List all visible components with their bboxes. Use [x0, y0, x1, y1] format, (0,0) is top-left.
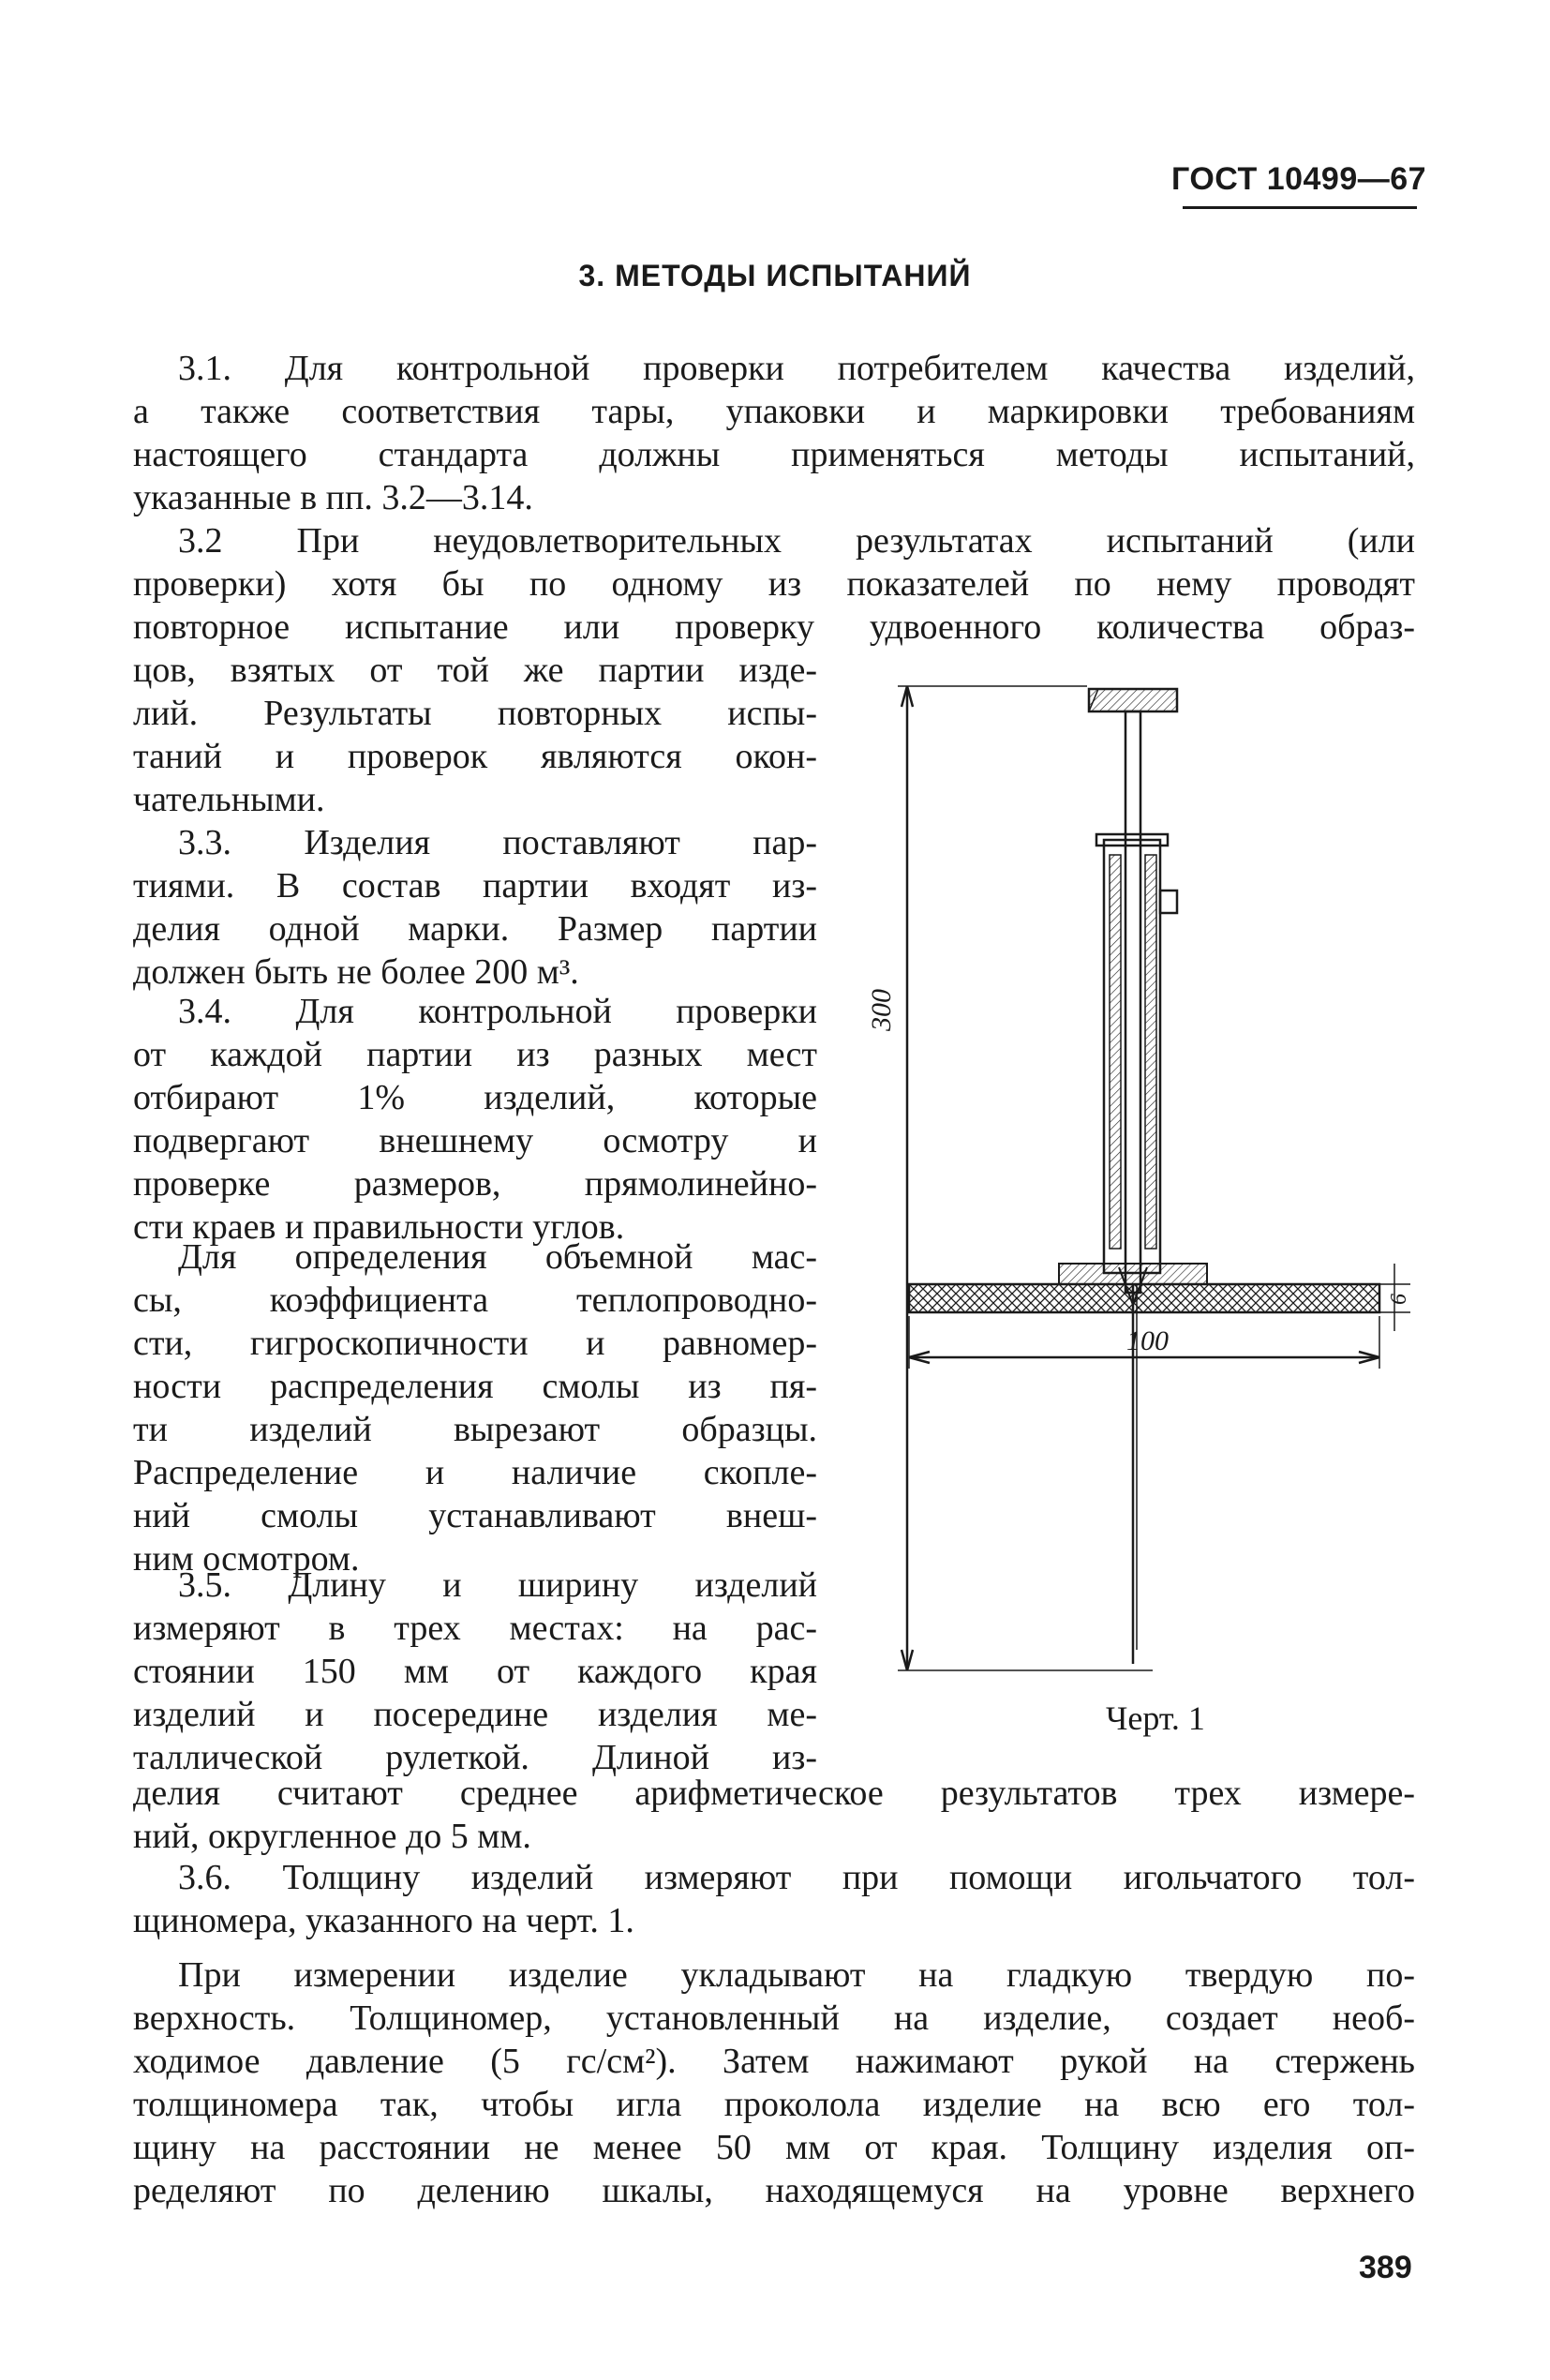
- text-line: При измерении изделие укладывают на гладкую твердую по-: [178, 1955, 1415, 1995]
- document-code: ГОСТ 10499—67: [1171, 161, 1427, 197]
- text-line: сы, коэффициента теплопроводно-: [133, 1280, 817, 1320]
- text-line: таллической рулеткой. Длиной из-: [133, 1738, 817, 1777]
- paragraph-3-5: [133, 1564, 817, 1779]
- dim-height-label: 300: [866, 989, 897, 1031]
- text-line: изделий и посередине изделия ме-: [133, 1695, 817, 1734]
- text-line: настоящего стандарта должны применяться методы испытаний,: [133, 435, 1415, 474]
- paragraph-3-2: [133, 519, 1415, 649]
- text-line: ний, округленное до 5 мм.: [133, 1817, 531, 1856]
- product-board: [909, 1284, 1379, 1312]
- text-line: Распределение и наличие скопле-: [133, 1453, 817, 1492]
- text-line: цов, взятых от той же партии изде-: [133, 651, 817, 690]
- text-line: делия одной марки. Размер партии: [133, 909, 817, 949]
- needle-gauge-drawing: [866, 675, 1424, 1687]
- text-line: проверке размеров, прямолинейно-: [133, 1164, 817, 1204]
- text-line: толщиномера так, чтобы игла проколола изделие на всю его тол-: [133, 2085, 1415, 2124]
- text-line: подвергают внешнему осмотру и: [133, 1121, 817, 1160]
- scale-screw: [1160, 891, 1177, 913]
- paragraph-3-4-b: [133, 1235, 817, 1580]
- dim-thickness-label: 6: [1387, 1294, 1411, 1305]
- paragraph-3-2-continued: [133, 649, 817, 821]
- text-line: измеряют в трех местах: на рас-: [133, 1609, 817, 1648]
- text-line: от каждой партии из разных мест: [133, 1035, 817, 1074]
- text-line: должен быть не более 200 м³.: [133, 952, 579, 992]
- page-number: 389: [1359, 2250, 1412, 2285]
- text-line: ний смолы устанавливают внеш-: [133, 1496, 817, 1535]
- text-line: 3.6. Толщину изделий измеряют при помощи игольчатого тол-: [178, 1858, 1415, 1897]
- text-line: верхность. Толщиномер, установленный на изделие, создает необ-: [133, 1998, 1415, 2038]
- header-rule: [1183, 206, 1417, 209]
- dim-width-label: 100: [1126, 1325, 1169, 1356]
- text-line: ности распределения смолы из пя-: [133, 1367, 817, 1406]
- paragraph-3-3: [133, 821, 817, 994]
- text-line: Для определения объемной мас-: [178, 1237, 817, 1277]
- text-line: 3.1. Для контрольной проверки потребителем качества изделий,: [178, 349, 1415, 388]
- text-line: чательными.: [133, 780, 325, 819]
- text-line: а также соответствия тары, упаковки и маркировки требованиям: [133, 392, 1415, 431]
- section-title: 3. МЕТОДЫ ИСПЫТАНИЙ: [578, 259, 972, 292]
- paragraph-3-5-continued: [133, 1772, 1415, 1858]
- text-line: ределяют по делению шкалы, находящемуся на уровне верхнего: [133, 2171, 1415, 2210]
- text-line: щиномера, указанного на черт. 1.: [133, 1901, 634, 1940]
- text-line: таний и проверок являются окон-: [133, 737, 817, 776]
- text-line: делия считают среднее арифметическое результатов трех измере-: [133, 1774, 1415, 1813]
- text-line: повторное испытание или проверку удвоенного количества образ-: [133, 607, 1415, 647]
- paragraph-3-4: [133, 990, 817, 1249]
- paragraph-3-6: [133, 1856, 1415, 1942]
- text-line: ним осмотром.: [133, 1539, 360, 1579]
- figure-caption: Черт. 1: [1106, 1699, 1205, 1737]
- text-line: 3.2 При неудовлетворительных результатах испытаний (или: [178, 521, 1415, 561]
- text-line: лий. Результаты повторных испы-: [133, 694, 817, 733]
- text-line: щину на расстоянии не менее 50 мм от края. Толщину изделия оп-: [133, 2128, 1415, 2167]
- text-line: сти, гигроскопичности и равномер-: [133, 1324, 817, 1363]
- text-line: 3.3. Изделия поставляют пар-: [178, 823, 817, 862]
- top-cap: [1089, 689, 1177, 711]
- text-line: 3.5. Длину и ширину изделий: [178, 1565, 817, 1605]
- paragraph-3-1: [133, 347, 1415, 519]
- text-line: стоянии 150 мм от каждого края: [133, 1652, 817, 1691]
- text-line: ти изделий вырезают образцы.: [133, 1410, 817, 1449]
- paragraph-measurement: [133, 1953, 1415, 2212]
- text-line: отбирают 1% изделий, которые: [133, 1078, 817, 1117]
- text-line: ходимое давление (5 гс/см²). Затем нажимают рукой на стержень: [133, 2042, 1415, 2081]
- rod: [1125, 711, 1140, 1293]
- text-line: 3.4. Для контрольной проверки: [178, 992, 817, 1031]
- text-line: сти краев и правильности углов.: [133, 1207, 625, 1247]
- text-line: тиями. В состав партии входят из-: [133, 866, 817, 906]
- text-line: проверки) хотя бы по одному из показателей по нему проводят: [133, 564, 1415, 604]
- text-line: указанные в пп. 3.2—3.14.: [133, 478, 533, 517]
